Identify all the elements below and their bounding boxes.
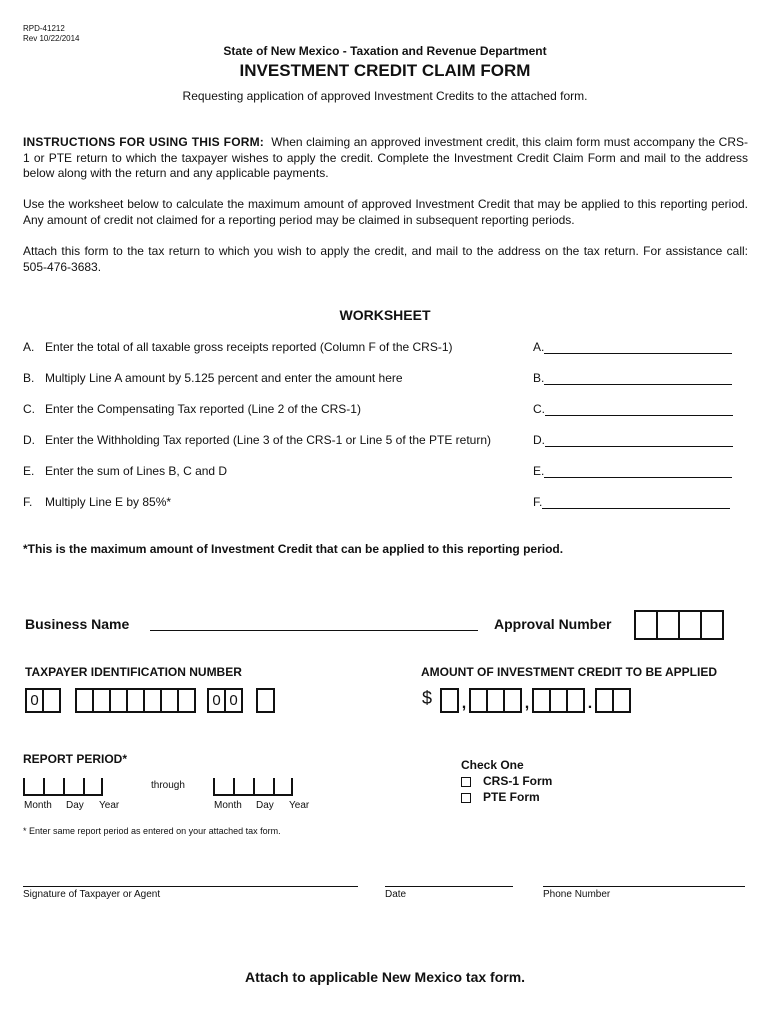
line-description: Enter the Withholding Tax reported (Line 3 of the CRS-1 or Line 5 of the PTE return) (45, 433, 492, 447)
approval-digit-box[interactable] (634, 610, 658, 640)
blank-label: D. (533, 433, 545, 447)
taxpayer-id-suffix (207, 688, 241, 713)
blank-label: F. (533, 495, 543, 509)
line-letter: A. (23, 340, 35, 354)
tin-digit-box[interactable]: 0 (207, 688, 226, 713)
line-e-field[interactable] (533, 464, 733, 478)
tin-digit-box[interactable]: 0 (25, 688, 44, 713)
line-a-field[interactable] (533, 340, 733, 354)
form-id-block (23, 24, 80, 44)
tin-digit-box[interactable] (177, 688, 196, 713)
line-description: Enter the sum of Lines B, C and D (45, 464, 228, 478)
year-segment (273, 778, 293, 796)
taxpayer-id-label: TAXPAYER IDENTIFICATION NUMBER (25, 665, 242, 679)
business-name-label: Business Name (25, 616, 130, 632)
date-field[interactable] (385, 885, 513, 887)
footer-instruction: Attach to applicable New Mexico tax form. (244, 969, 526, 985)
through-label: through (151, 780, 185, 791)
line-b-field[interactable] (533, 371, 733, 385)
line-letter: E. (23, 464, 35, 478)
worksheet-note: *This is the maximum amount of Investment Credit that can be applied to this reporting period. (23, 542, 564, 556)
line-letter: C. (23, 402, 35, 416)
decimal-separator: . (587, 695, 593, 712)
blank-label: E. (533, 464, 545, 478)
line-letter: B. (23, 371, 35, 385)
date-label: Date (385, 889, 407, 900)
month-segment (23, 778, 43, 796)
start-year-label: Year (99, 800, 120, 811)
line-letter: F. (23, 495, 33, 509)
approval-digit-box[interactable] (656, 610, 680, 640)
crs1-option[interactable] (461, 774, 552, 788)
blank-label: C. (533, 402, 545, 416)
worksheet-line-f (23, 495, 735, 511)
blank-label: B. (533, 371, 545, 385)
signature-label: Signature of Taxpayer or Agent (23, 889, 161, 900)
pte-option[interactable] (461, 790, 540, 804)
report-period-note: * Enter same report period as entered on your attached tax form. (23, 826, 281, 836)
form-title: INVESTMENT CREDIT CLAIM FORM (239, 61, 531, 80)
month-segment (43, 778, 63, 796)
taxpayer-id-prefix (25, 688, 59, 713)
crs1-checkbox[interactable] (461, 777, 471, 787)
end-year-label: Year (289, 800, 310, 811)
approval-number-boxes (634, 610, 722, 640)
day-segment (63, 778, 83, 796)
instructions-paragraph-2: Use the worksheet below to calculate the maximum amount of approved Investment Credit that may be applied to this reporting period. Any amount of credit not claimed for a reporting period may be claimed in subsequent reporting periods. (23, 197, 748, 227)
worksheet-title: WORKSHEET (339, 307, 431, 323)
form-revision: Rev 10/22/2014 (23, 34, 80, 43)
day-segment (253, 778, 273, 796)
instructions-paragraph-1 (23, 135, 748, 182)
line-description: Enter the Compensating Tax reported (Line 2 of the CRS-1) (45, 402, 361, 416)
tin-digit-box[interactable] (256, 688, 275, 713)
phone-label: Phone Number (543, 889, 611, 900)
start-month-label: Month (24, 800, 52, 811)
line-f-field[interactable] (533, 495, 733, 509)
worksheet-line-d (23, 433, 735, 449)
thousands-separator: , (461, 695, 467, 712)
worksheet-line-c (23, 402, 735, 418)
end-day-label: Day (256, 800, 274, 811)
credit-amount-boxes (440, 688, 629, 713)
line-description: Enter the total of all taxable gross receipts reported (Column F of the CRS-1) (45, 340, 453, 354)
approval-digit-box[interactable] (678, 610, 702, 640)
line-d-field[interactable] (533, 433, 733, 447)
agency-name: State of New Mexico - Taxation and Revenue Department (223, 44, 547, 58)
amount-digit-box[interactable] (612, 688, 631, 713)
business-name-field[interactable] (150, 616, 478, 631)
credit-amount-label: AMOUNT OF INVESTMENT CREDIT TO BE APPLIED (421, 665, 718, 679)
tin-digit-box[interactable] (42, 688, 61, 713)
end-month-label: Month (214, 800, 242, 811)
report-period-label: REPORT PERIOD* (23, 752, 128, 766)
signature-field[interactable] (23, 885, 358, 887)
pte-checkbox[interactable] (461, 793, 471, 803)
pte-option-label: PTE Form (483, 790, 540, 804)
form-number: RPD-41212 (23, 24, 65, 33)
start-day-label: Day (66, 800, 84, 811)
line-description: Multiply Line E by 85%* (45, 495, 172, 509)
report-period-start[interactable] (23, 778, 103, 796)
taxpayer-id-check (256, 688, 273, 713)
month-segment (233, 778, 253, 796)
month-segment (213, 778, 233, 796)
line-letter: D. (23, 433, 35, 447)
approval-number-label: Approval Number (494, 616, 612, 632)
check-one-label: Check One (461, 758, 524, 772)
year-segment (83, 778, 103, 796)
instructions-paragraph-3: Attach this form to the tax return to which you wish to apply the credit, and mail to the address on the tax return. For assistance call: 505-476-3683. (23, 244, 748, 274)
worksheet-line-b (23, 371, 735, 387)
taxpayer-id-body (75, 688, 194, 713)
thousands-separator: , (524, 695, 530, 712)
blank-label: A. (533, 340, 545, 354)
form-subtitle: Requesting application of approved Investment Credits to the attached form. (182, 89, 588, 103)
line-description: Multiply Line A amount by 5.125 percent and enter the amount here (45, 371, 403, 385)
instructions-heading: INSTRUCTIONS FOR USING THIS FORM: (23, 135, 265, 149)
approval-digit-box[interactable] (700, 610, 724, 640)
report-period-end[interactable] (213, 778, 293, 796)
currency-symbol: $ (422, 688, 433, 708)
worksheet-line-a (23, 340, 735, 356)
worksheet-line-e (23, 464, 735, 480)
tin-digit-box[interactable]: 0 (224, 688, 243, 713)
line-c-field[interactable] (533, 402, 733, 416)
instructions-text-1: When claiming an approved investment credit, this claim form must accompany the CRS-1 or PTE return to which the taxpayer wishes to apply the credit. Complete the Investment Credit Claim Form and mail to the address below along with the return and any applicable payments. (23, 135, 748, 180)
crs1-option-label: CRS-1 Form (483, 774, 553, 788)
phone-field[interactable] (543, 885, 745, 887)
